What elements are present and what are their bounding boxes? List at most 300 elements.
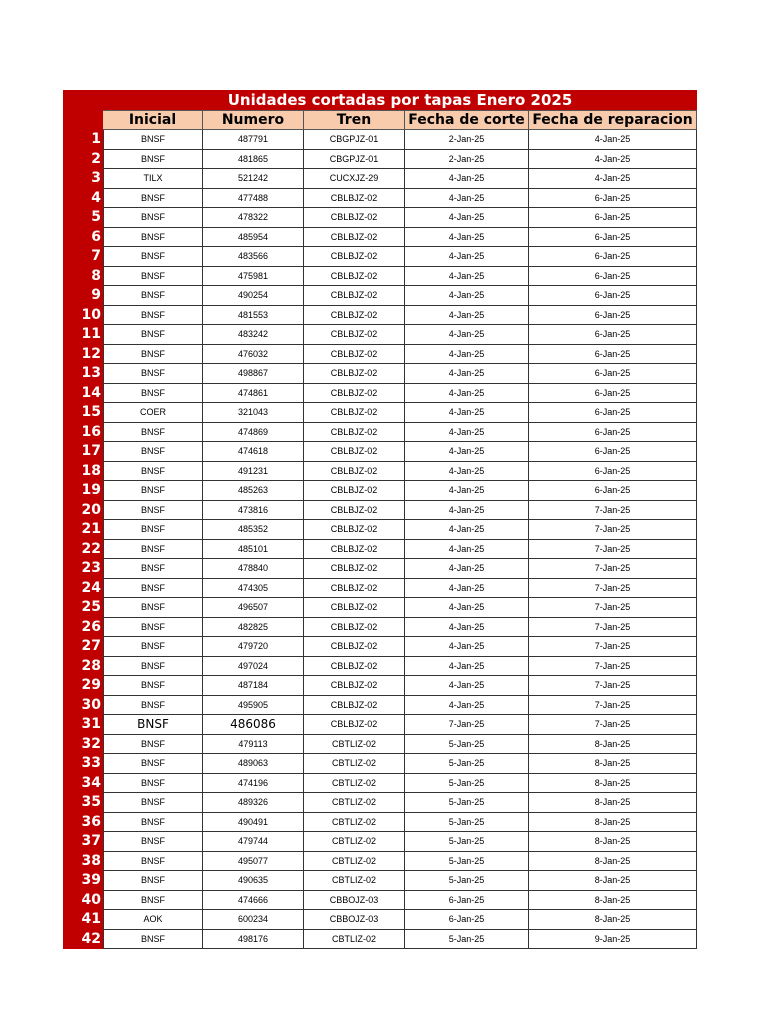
cell-inicial: BNSF	[103, 774, 203, 794]
cell-fecha-corte: 4-Jan-25	[405, 384, 529, 404]
cell-fecha-corte: 5-Jan-25	[405, 774, 529, 794]
cell-numero: 474666	[203, 891, 304, 911]
cell-inicial: BNSF	[103, 345, 203, 365]
cell-inicial: BNSF	[103, 306, 203, 326]
sheet-title: Unidades cortadas por tapas Enero 2025	[103, 90, 697, 110]
table-row	[63, 442, 697, 462]
cell-tren: CBLBJZ-02	[304, 442, 405, 462]
cell-numero: 489063	[203, 754, 304, 774]
cell-fecha-reparacion: 9-Jan-25	[529, 930, 697, 950]
table-row	[63, 481, 697, 501]
cell-fecha-reparacion: 6-Jan-25	[529, 364, 697, 384]
cell-fecha-reparacion: 8-Jan-25	[529, 774, 697, 794]
cell-fecha-reparacion: 7-Jan-25	[529, 598, 697, 618]
row-number: 34	[63, 774, 103, 794]
row-number: 18	[63, 462, 103, 482]
cell-fecha-reparacion: 8-Jan-25	[529, 832, 697, 852]
row-number: 41	[63, 910, 103, 930]
cell-numero: 475981	[203, 267, 304, 287]
cell-numero: 495077	[203, 852, 304, 872]
cell-inicial: BNSF	[103, 150, 203, 170]
header-tren: Tren	[304, 110, 405, 130]
table-row	[63, 715, 697, 735]
cell-tren: CBLBJZ-02	[304, 462, 405, 482]
cell-fecha-corte: 4-Jan-25	[405, 364, 529, 384]
row-number: 15	[63, 403, 103, 423]
table-body	[63, 130, 697, 949]
cell-inicial: BNSF	[103, 364, 203, 384]
cell-numero: 490491	[203, 813, 304, 833]
cell-fecha-corte: 5-Jan-25	[405, 793, 529, 813]
cell-tren: CBLBJZ-02	[304, 501, 405, 521]
cell-inicial: BNSF	[103, 657, 203, 677]
cell-fecha-reparacion: 8-Jan-25	[529, 891, 697, 911]
table-row	[63, 150, 697, 170]
corner-cell	[63, 90, 103, 110]
cell-fecha-reparacion: 7-Jan-25	[529, 676, 697, 696]
cell-inicial: BNSF	[103, 384, 203, 404]
cell-numero: 491231	[203, 462, 304, 482]
cell-inicial: BNSF	[103, 735, 203, 755]
row-number: 35	[63, 793, 103, 813]
corner-cell	[63, 110, 103, 130]
cell-fecha-reparacion: 6-Jan-25	[529, 247, 697, 267]
cell-inicial: BNSF	[103, 286, 203, 306]
cell-numero: 490254	[203, 286, 304, 306]
cell-fecha-corte: 4-Jan-25	[405, 169, 529, 189]
cell-fecha-corte: 4-Jan-25	[405, 306, 529, 326]
cell-fecha-corte: 2-Jan-25	[405, 150, 529, 170]
cell-numero: 481553	[203, 306, 304, 326]
cell-fecha-reparacion: 6-Jan-25	[529, 208, 697, 228]
cell-fecha-corte: 4-Jan-25	[405, 325, 529, 345]
cell-fecha-corte: 4-Jan-25	[405, 559, 529, 579]
row-number: 29	[63, 676, 103, 696]
table-row	[63, 754, 697, 774]
cell-inicial: BNSF	[103, 228, 203, 248]
row-number: 28	[63, 657, 103, 677]
cell-fecha-reparacion: 7-Jan-25	[529, 540, 697, 560]
header-fecha-reparacion: Fecha de reparacion	[529, 110, 697, 130]
cell-tren: CBLBJZ-02	[304, 306, 405, 326]
cell-numero: 485954	[203, 228, 304, 248]
cell-fecha-reparacion: 7-Jan-25	[529, 618, 697, 638]
cell-inicial: BNSF	[103, 208, 203, 228]
cell-tren: CBLBJZ-02	[304, 481, 405, 501]
cell-fecha-reparacion: 6-Jan-25	[529, 228, 697, 248]
cell-fecha-reparacion: 7-Jan-25	[529, 696, 697, 716]
cell-numero: 490635	[203, 871, 304, 891]
cell-tren: CBTLIZ-02	[304, 871, 405, 891]
cell-fecha-reparacion: 7-Jan-25	[529, 501, 697, 521]
cell-tren: CBLBJZ-02	[304, 618, 405, 638]
cell-inicial: BNSF	[103, 442, 203, 462]
table-row	[63, 501, 697, 521]
table-row	[63, 130, 697, 150]
cell-inicial: BNSF	[103, 813, 203, 833]
cell-inicial: BNSF	[103, 598, 203, 618]
cell-inicial: BNSF	[103, 481, 203, 501]
table-row	[63, 306, 697, 326]
cell-inicial: BNSF	[103, 247, 203, 267]
table-row	[63, 462, 697, 482]
cell-numero: 483242	[203, 325, 304, 345]
cell-tren: CBLBJZ-02	[304, 228, 405, 248]
cell-tren: CBLBJZ-02	[304, 579, 405, 599]
cell-fecha-corte: 6-Jan-25	[405, 910, 529, 930]
cell-fecha-corte: 2-Jan-25	[405, 130, 529, 150]
cell-numero: 481865	[203, 150, 304, 170]
table-row	[63, 267, 697, 287]
cell-fecha-reparacion: 4-Jan-25	[529, 169, 697, 189]
table-row	[63, 852, 697, 872]
cell-fecha-reparacion: 6-Jan-25	[529, 384, 697, 404]
header-inicial: Inicial	[103, 110, 203, 130]
cell-tren: CBTLIZ-02	[304, 852, 405, 872]
table-row	[63, 657, 697, 677]
cell-fecha-corte: 5-Jan-25	[405, 871, 529, 891]
table-row	[63, 189, 697, 209]
cell-tren: CBTLIZ-02	[304, 793, 405, 813]
cell-inicial: BNSF	[103, 930, 203, 950]
row-number: 19	[63, 481, 103, 501]
cell-tren: CBTLIZ-02	[304, 813, 405, 833]
cell-fecha-reparacion: 4-Jan-25	[529, 130, 697, 150]
cell-tren: CBGPJZ-01	[304, 130, 405, 150]
cell-tren: CBLBJZ-02	[304, 520, 405, 540]
table-row	[63, 871, 697, 891]
table-row	[63, 598, 697, 618]
cell-numero: 474869	[203, 423, 304, 443]
table-row	[63, 735, 697, 755]
cell-fecha-reparacion: 8-Jan-25	[529, 754, 697, 774]
row-number: 16	[63, 423, 103, 443]
row-number: 37	[63, 832, 103, 852]
row-number: 14	[63, 384, 103, 404]
table-row	[63, 813, 697, 833]
cell-fecha-corte: 6-Jan-25	[405, 891, 529, 911]
table-row	[63, 910, 697, 930]
cell-fecha-corte: 4-Jan-25	[405, 618, 529, 638]
row-number: 27	[63, 637, 103, 657]
table-row	[63, 540, 697, 560]
cell-fecha-reparacion: 6-Jan-25	[529, 306, 697, 326]
cell-fecha-reparacion: 7-Jan-25	[529, 520, 697, 540]
cell-fecha-corte: 4-Jan-25	[405, 189, 529, 209]
cell-tren: CBLBJZ-02	[304, 559, 405, 579]
cell-inicial: BNSF	[103, 715, 203, 735]
cell-inicial: BNSF	[103, 462, 203, 482]
cell-numero: 476032	[203, 345, 304, 365]
cell-fecha-corte: 4-Jan-25	[405, 267, 529, 287]
cell-inicial: BNSF	[103, 618, 203, 638]
cell-tren: CBTLIZ-02	[304, 754, 405, 774]
cell-numero: 479744	[203, 832, 304, 852]
cell-fecha-corte: 4-Jan-25	[405, 286, 529, 306]
row-number: 21	[63, 520, 103, 540]
cell-fecha-reparacion: 7-Jan-25	[529, 715, 697, 735]
cell-tren: CBLBJZ-02	[304, 696, 405, 716]
row-number: 11	[63, 325, 103, 345]
table-row	[63, 423, 697, 443]
cell-numero: 478840	[203, 559, 304, 579]
cell-fecha-corte: 4-Jan-25	[405, 208, 529, 228]
row-number: 39	[63, 871, 103, 891]
cell-fecha-corte: 4-Jan-25	[405, 637, 529, 657]
cell-numero: 485263	[203, 481, 304, 501]
table-row	[63, 696, 697, 716]
table-row	[63, 618, 697, 638]
cell-fecha-corte: 5-Jan-25	[405, 852, 529, 872]
row-number: 30	[63, 696, 103, 716]
cell-tren: CBLBJZ-02	[304, 247, 405, 267]
cell-fecha-reparacion: 8-Jan-25	[529, 793, 697, 813]
cell-inicial: BNSF	[103, 325, 203, 345]
cell-numero: 477488	[203, 189, 304, 209]
cell-fecha-corte: 4-Jan-25	[405, 540, 529, 560]
cell-fecha-reparacion: 4-Jan-25	[529, 150, 697, 170]
cell-numero: 486086	[203, 715, 304, 735]
cell-fecha-corte: 7-Jan-25	[405, 715, 529, 735]
cell-fecha-corte: 5-Jan-25	[405, 754, 529, 774]
row-number: 9	[63, 286, 103, 306]
row-number: 42	[63, 930, 103, 950]
cell-fecha-reparacion: 7-Jan-25	[529, 637, 697, 657]
row-number: 25	[63, 598, 103, 618]
cell-numero: 474196	[203, 774, 304, 794]
cell-fecha-corte: 4-Jan-25	[405, 423, 529, 443]
spreadsheet	[63, 90, 697, 949]
table-row	[63, 325, 697, 345]
cell-fecha-reparacion: 7-Jan-25	[529, 657, 697, 677]
cell-inicial: BNSF	[103, 579, 203, 599]
cell-fecha-corte: 4-Jan-25	[405, 442, 529, 462]
cell-tren: CUCXJZ-29	[304, 169, 405, 189]
table-row	[63, 891, 697, 911]
table-row	[63, 520, 697, 540]
table-row	[63, 345, 697, 365]
cell-fecha-reparacion: 8-Jan-25	[529, 852, 697, 872]
cell-numero: 497024	[203, 657, 304, 677]
row-number: 2	[63, 150, 103, 170]
cell-fecha-reparacion: 6-Jan-25	[529, 423, 697, 443]
cell-tren: CBBOJZ-03	[304, 910, 405, 930]
table-row	[63, 169, 697, 189]
cell-numero: 498176	[203, 930, 304, 950]
cell-fecha-reparacion: 6-Jan-25	[529, 442, 697, 462]
cell-numero: 482825	[203, 618, 304, 638]
cell-fecha-corte: 4-Jan-25	[405, 520, 529, 540]
cell-numero: 496507	[203, 598, 304, 618]
cell-numero: 495905	[203, 696, 304, 716]
cell-inicial: BNSF	[103, 189, 203, 209]
cell-numero: 474618	[203, 442, 304, 462]
cell-numero: 498867	[203, 364, 304, 384]
cell-tren: CBLBJZ-02	[304, 540, 405, 560]
cell-tren: CBLBJZ-02	[304, 267, 405, 287]
table-row	[63, 228, 697, 248]
cell-numero: 474305	[203, 579, 304, 599]
cell-fecha-corte: 4-Jan-25	[405, 345, 529, 365]
row-number: 36	[63, 813, 103, 833]
cell-fecha-corte: 4-Jan-25	[405, 696, 529, 716]
row-number: 40	[63, 891, 103, 911]
table-row	[63, 384, 697, 404]
row-number: 5	[63, 208, 103, 228]
cell-fecha-reparacion: 6-Jan-25	[529, 286, 697, 306]
cell-numero: 521242	[203, 169, 304, 189]
cell-inicial: BNSF	[103, 559, 203, 579]
cell-tren: CBLBJZ-02	[304, 657, 405, 677]
cell-tren: CBGPJZ-01	[304, 150, 405, 170]
cell-tren: CBLBJZ-02	[304, 403, 405, 423]
cell-inicial: BNSF	[103, 501, 203, 521]
table-row	[63, 774, 697, 794]
row-number: 3	[63, 169, 103, 189]
cell-tren: CBTLIZ-02	[304, 774, 405, 794]
cell-inicial: BNSF	[103, 676, 203, 696]
cell-inicial: BNSF	[103, 852, 203, 872]
row-number: 10	[63, 306, 103, 326]
cell-tren: CBBOJZ-03	[304, 891, 405, 911]
cell-numero: 479720	[203, 637, 304, 657]
cell-inicial: BNSF	[103, 696, 203, 716]
cell-numero: 473816	[203, 501, 304, 521]
cell-fecha-corte: 4-Jan-25	[405, 228, 529, 248]
cell-numero: 485101	[203, 540, 304, 560]
row-number: 23	[63, 559, 103, 579]
table-row	[63, 832, 697, 852]
row-number: 17	[63, 442, 103, 462]
cell-fecha-reparacion: 6-Jan-25	[529, 403, 697, 423]
table-row	[63, 930, 697, 950]
row-number: 6	[63, 228, 103, 248]
table-row	[63, 637, 697, 657]
cell-fecha-corte: 4-Jan-25	[405, 501, 529, 521]
cell-numero: 489326	[203, 793, 304, 813]
cell-fecha-corte: 4-Jan-25	[405, 462, 529, 482]
cell-tren: CBLBJZ-02	[304, 598, 405, 618]
header-numero: Numero	[203, 110, 304, 130]
cell-fecha-corte: 4-Jan-25	[405, 676, 529, 696]
cell-inicial: BNSF	[103, 267, 203, 287]
header-row	[63, 110, 697, 130]
cell-numero: 478322	[203, 208, 304, 228]
row-number: 20	[63, 501, 103, 521]
cell-fecha-reparacion: 6-Jan-25	[529, 267, 697, 287]
table-row	[63, 364, 697, 384]
row-number: 26	[63, 618, 103, 638]
table-row	[63, 793, 697, 813]
table-row	[63, 208, 697, 228]
cell-numero: 321043	[203, 403, 304, 423]
cell-inicial: BNSF	[103, 832, 203, 852]
cell-tren: CBLBJZ-02	[304, 189, 405, 209]
cell-fecha-reparacion: 8-Jan-25	[529, 735, 697, 755]
cell-tren: CBLBJZ-02	[304, 364, 405, 384]
cell-fecha-reparacion: 6-Jan-25	[529, 481, 697, 501]
cell-numero: 600234	[203, 910, 304, 930]
title-row	[63, 90, 697, 110]
cell-fecha-corte: 4-Jan-25	[405, 481, 529, 501]
table-row	[63, 286, 697, 306]
row-number: 22	[63, 540, 103, 560]
cell-inicial: BNSF	[103, 520, 203, 540]
row-number: 38	[63, 852, 103, 872]
cell-fecha-reparacion: 8-Jan-25	[529, 871, 697, 891]
header-fecha-corte: Fecha de corte	[405, 110, 529, 130]
cell-tren: CBLBJZ-02	[304, 637, 405, 657]
cell-inicial: AOK	[103, 910, 203, 930]
cell-fecha-reparacion: 6-Jan-25	[529, 345, 697, 365]
cell-fecha-reparacion: 6-Jan-25	[529, 189, 697, 209]
cell-fecha-reparacion: 8-Jan-25	[529, 813, 697, 833]
table-row	[63, 559, 697, 579]
cell-fecha-reparacion: 7-Jan-25	[529, 579, 697, 599]
cell-tren: CBTLIZ-02	[304, 735, 405, 755]
row-number: 33	[63, 754, 103, 774]
cell-fecha-corte: 4-Jan-25	[405, 657, 529, 677]
cell-inicial: BNSF	[103, 793, 203, 813]
cell-fecha-reparacion: 8-Jan-25	[529, 910, 697, 930]
table-row	[63, 247, 697, 267]
row-number: 7	[63, 247, 103, 267]
cell-tren: CBLBJZ-02	[304, 715, 405, 735]
row-number: 4	[63, 189, 103, 209]
cell-fecha-reparacion: 7-Jan-25	[529, 559, 697, 579]
row-number: 13	[63, 364, 103, 384]
table-row	[63, 676, 697, 696]
cell-inicial: BNSF	[103, 130, 203, 150]
cell-fecha-corte: 4-Jan-25	[405, 403, 529, 423]
row-number: 1	[63, 130, 103, 150]
cell-tren: CBLBJZ-02	[304, 325, 405, 345]
cell-fecha-reparacion: 6-Jan-25	[529, 462, 697, 482]
row-number: 12	[63, 345, 103, 365]
cell-tren: CBLBJZ-02	[304, 208, 405, 228]
cell-numero: 487184	[203, 676, 304, 696]
cell-inicial: BNSF	[103, 754, 203, 774]
row-number: 8	[63, 267, 103, 287]
row-number: 31	[63, 715, 103, 735]
row-number: 32	[63, 735, 103, 755]
table-row	[63, 403, 697, 423]
table-row	[63, 579, 697, 599]
cell-numero: 485352	[203, 520, 304, 540]
cell-fecha-corte: 5-Jan-25	[405, 832, 529, 852]
cell-inicial: BNSF	[103, 637, 203, 657]
cell-tren: CBTLIZ-02	[304, 930, 405, 950]
cell-tren: CBLBJZ-02	[304, 286, 405, 306]
cell-tren: CBLBJZ-02	[304, 345, 405, 365]
cell-inicial: BNSF	[103, 423, 203, 443]
cell-tren: CBTLIZ-02	[304, 832, 405, 852]
cell-tren: CBLBJZ-02	[304, 676, 405, 696]
cell-numero: 483566	[203, 247, 304, 267]
cell-fecha-corte: 5-Jan-25	[405, 813, 529, 833]
cell-fecha-corte: 4-Jan-25	[405, 247, 529, 267]
cell-numero: 479113	[203, 735, 304, 755]
cell-fecha-corte: 5-Jan-25	[405, 735, 529, 755]
cell-inicial: BNSF	[103, 540, 203, 560]
cell-inicial: COER	[103, 403, 203, 423]
cell-fecha-corte: 4-Jan-25	[405, 598, 529, 618]
cell-tren: CBLBJZ-02	[304, 384, 405, 404]
cell-fecha-corte: 4-Jan-25	[405, 579, 529, 599]
cell-tren: CBLBJZ-02	[304, 423, 405, 443]
cell-inicial: BNSF	[103, 871, 203, 891]
cell-inicial: TILX	[103, 169, 203, 189]
